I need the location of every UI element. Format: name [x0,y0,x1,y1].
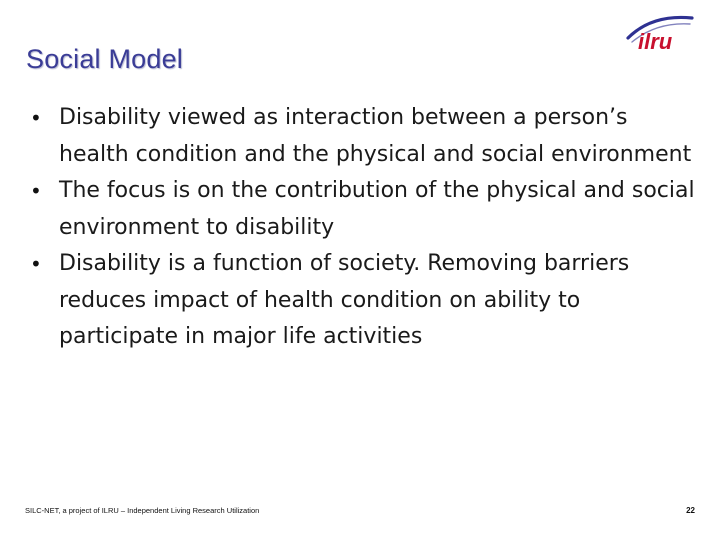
bullet-item [30,100,702,173]
bullet-glyph: • [30,252,42,276]
bullet-text: The focus is on the contribution of the physical and social environment to disability [59,178,695,240]
bullet-text: Disability is a function of society. Removing barriers reduces impact of health condition on ability to participate in major life activities [59,251,630,349]
page-number: 22 [686,506,695,515]
bullet-list [30,100,702,356]
bullet-glyph: • [30,106,42,130]
ilru-logo-icon [622,8,696,54]
slide-title: Social Model [26,44,183,74]
bullet-text: Disability viewed as interaction between a person’s health condition and the physical and social environment [59,105,692,167]
logo-text: ilru [638,29,673,54]
ilru-logo [622,8,696,54]
bullet-item [30,246,702,356]
footer-text: SILC-NET, a project of ILRU – Independent Living Research Utilization [25,506,260,515]
bullet-item [30,173,702,246]
bullet-glyph: • [30,179,42,203]
